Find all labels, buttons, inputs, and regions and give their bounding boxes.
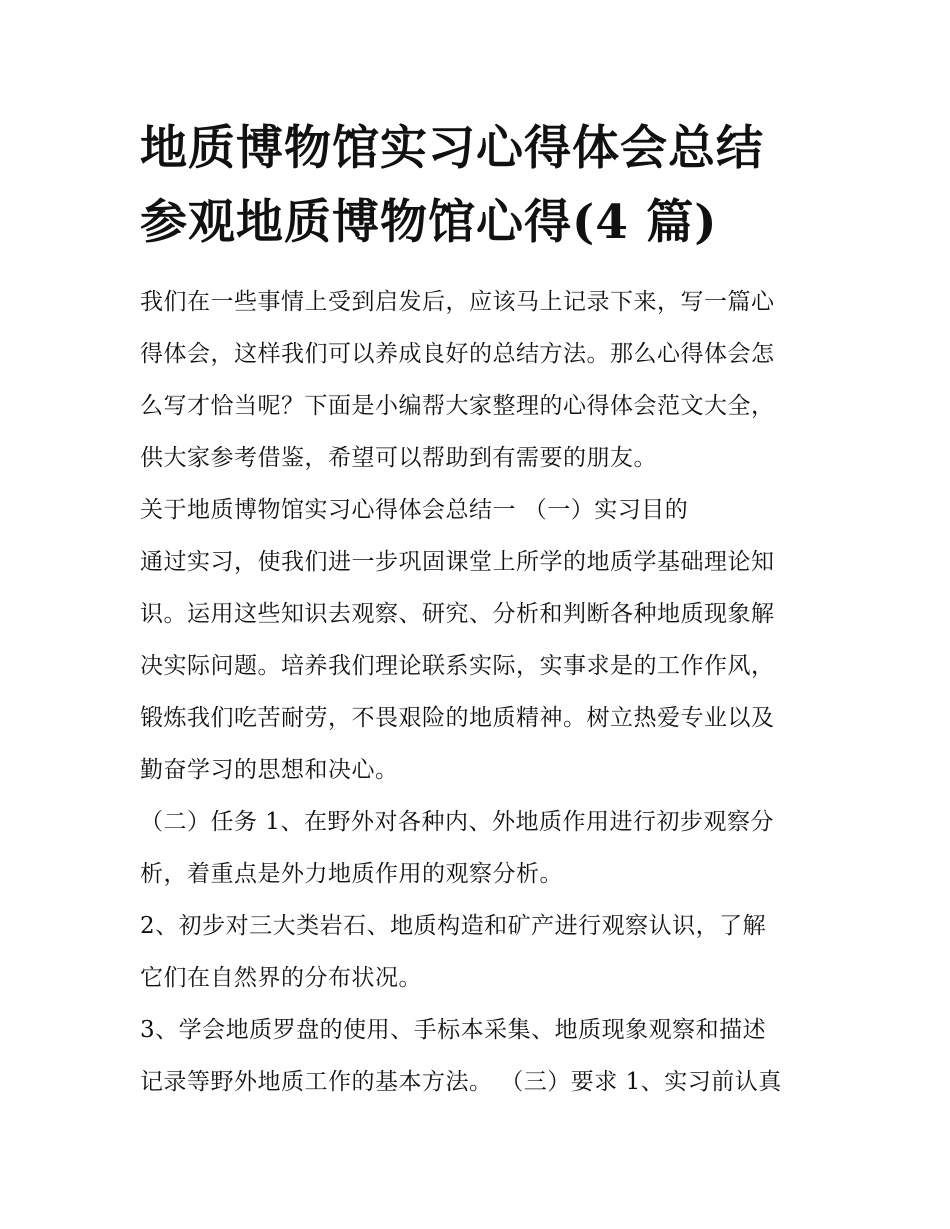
document-title (140, 112, 840, 260)
body-line: 识。运用这些知识去观察、研究、分析和判断各种地质现象解 (140, 601, 775, 627)
body-line: 3、学会地质罗盘的使用、手标本采集、地质现象观察和描述 (140, 1017, 767, 1043)
body-line: 么写才恰当呢？下面是小编帮大家整理的心得体会范文大全， (140, 393, 775, 419)
title-line-1: 地质博物馆实习心得体会总结 (140, 121, 764, 176)
body-line: 通过实习，使我们进一步巩固课堂上所学的地质学基础理论知 (140, 549, 775, 575)
document-body (140, 276, 820, 1108)
body-line: 析，着重点是外力地质作用的观察分析。 (140, 861, 563, 887)
body-line: （二）任务 1、在野外对各种内、外地质作用进行初步观察分 (140, 809, 774, 835)
body-line: 2、初步对三大类岩石、地质构造和矿产进行观察认识，了解 (140, 913, 767, 939)
body-line: 记录等野外地质工作的基本方法。 （三）要求 1、实习前认真 (140, 1069, 782, 1095)
body-line: 供大家参考借鉴，希望可以帮助到有需要的朋友。 (140, 445, 657, 471)
body-line: 勤奋学习的思想和决心。 (140, 757, 399, 783)
section-heading-line: 关于地质博物馆实习心得体会总结一 （一）实习目的 (140, 497, 689, 523)
body-line: 决实际问题。培养我们理论联系实际，实事求是的工作作风， (140, 653, 775, 679)
body-line: 得体会，这样我们可以养成良好的总结方法。那么心得体会怎 (140, 341, 775, 367)
title-line-2: 参观地质博物馆心得(4 篇) (140, 195, 718, 250)
body-line: 锻炼我们吃苦耐劳，不畏艰险的地质精神。树立热爱专业以及 (140, 705, 775, 731)
body-line: 我们在一些事情上受到启发后，应该马上记录下来，写一篇心 (140, 289, 775, 315)
body-line: 它们在自然界的分布状况。 (140, 965, 422, 991)
